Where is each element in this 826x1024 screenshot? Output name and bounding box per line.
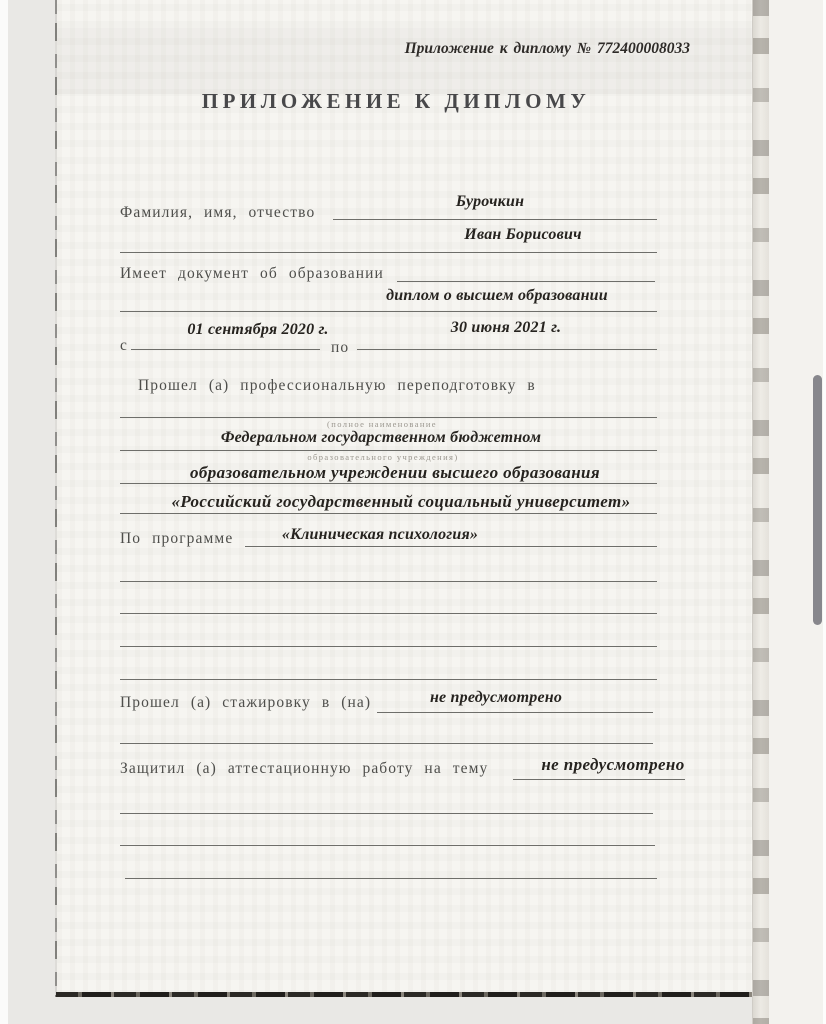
form-line [120,450,657,451]
org-hint-top: (полное наименование [327,419,437,429]
form-line [120,646,657,647]
organization-line3: «Российский государственный социальный университет» [171,492,631,511]
form-line [245,546,657,547]
form-line [120,252,657,253]
thesis-label: Защитил (а) аттестационную работу на тему [120,760,489,777]
period-to-label: по [331,339,350,356]
form-line [377,712,653,713]
scan-shade [57,28,753,94]
organization-line1: Федеральном государственном бюджетном [220,429,542,446]
form-line [120,513,657,514]
internship-label: Прошел (а) стажировку в (на) [120,694,372,711]
form-line [397,281,655,282]
program-label: По программе [120,530,234,547]
period-from-value: 01 сентября 2020 г. [187,321,329,338]
torn-paper-edge [752,0,770,1024]
org-hint-bottom: образовательного учреждения) [307,452,459,462]
diploma-number-note: Приложение к диплому № 772400008033 [404,40,690,57]
thesis-value: не предусмотрено [541,755,685,774]
form-line [333,219,657,220]
education-document-label: Имеет документ об образовании [120,265,384,282]
name-value-line1: Бурочкин [455,193,525,210]
page-bottom-edge [56,992,754,997]
form-line [120,743,653,744]
form-line [125,878,657,879]
page-left-edge [55,0,57,997]
form-line [120,845,655,846]
page-title: ПРИЛОЖЕНИЕ К ДИПЛОМУ [201,89,591,113]
form-line [120,417,657,418]
form-line [120,581,657,582]
form-line [120,813,653,814]
period-to-value: 30 июня 2021 г. [450,319,562,336]
form-line [120,679,657,680]
form-line [131,349,320,350]
education-document-value: диплом о высшем образовании [386,287,608,304]
form-line [120,311,657,312]
form-line [513,779,685,780]
organization-line2: образовательном учреждении высшего образования [189,463,601,482]
program-value: «Клиническая психология» [281,526,479,543]
internship-value: не предусмотрено [429,689,563,706]
name-label: Фамилия, имя, отчество [120,204,316,221]
form-line [120,613,657,614]
retraining-label: Прошел (а) профессиональную переподготовку в [138,377,536,394]
form-line [357,349,657,350]
name-value-line2: Иван Борисович [464,226,582,243]
left-white-strip [0,0,8,1024]
scrollbar-thumb[interactable] [813,375,822,625]
form-line [120,483,657,484]
period-from-label: с [120,337,128,354]
